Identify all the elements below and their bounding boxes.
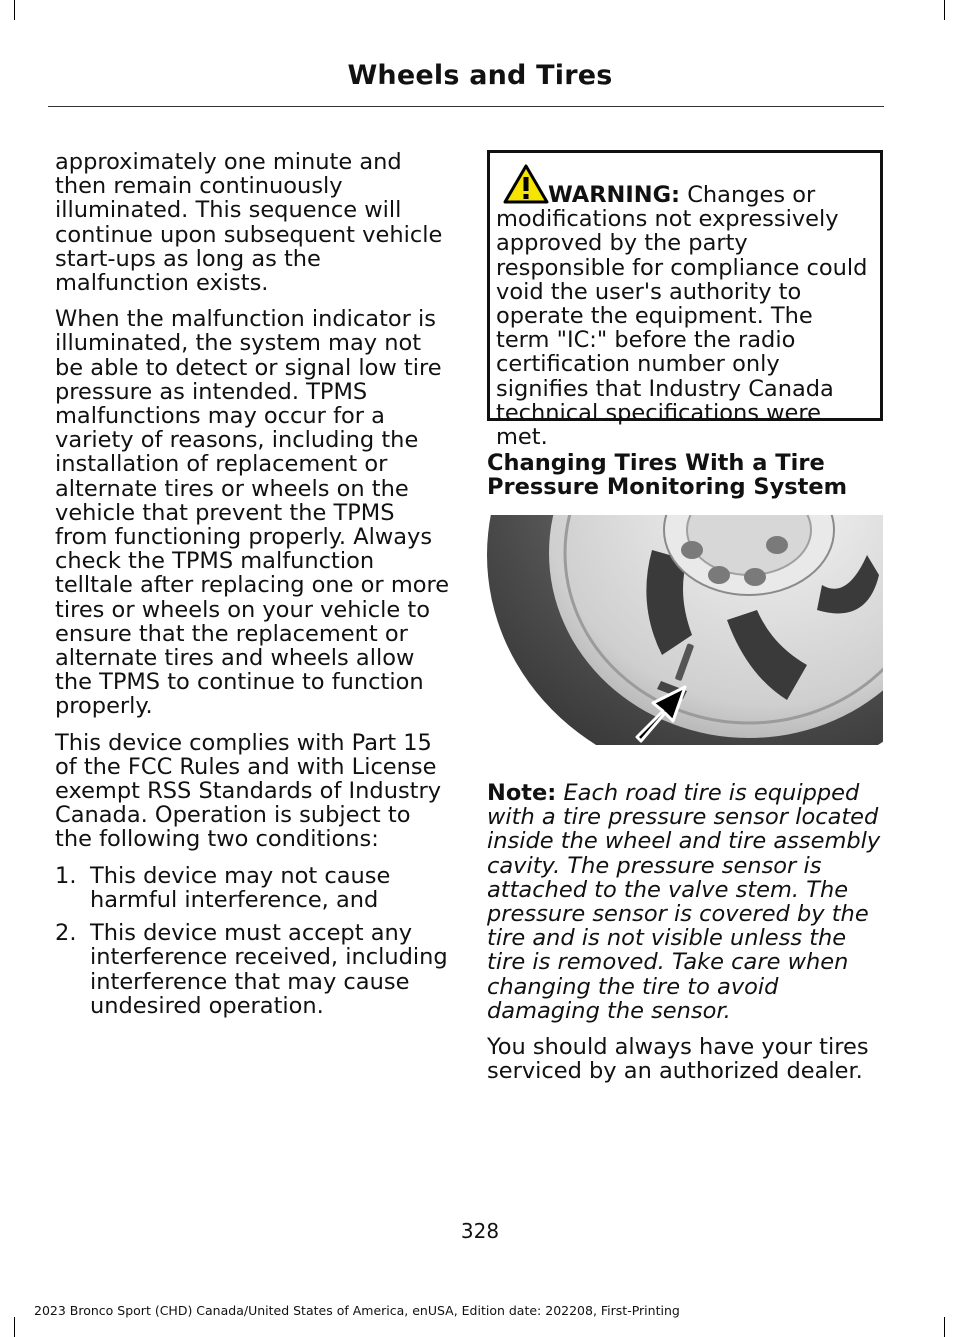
crop-mark	[14, 1317, 15, 1337]
right-column	[487, 150, 883, 1095]
page-number: 328	[460, 1219, 500, 1243]
list-number: 2.	[55, 920, 77, 947]
crop-mark	[944, 0, 945, 20]
header-divider	[48, 106, 884, 107]
page-title: Wheels and Tires	[347, 60, 613, 91]
warning-body: Changes or modifications not expressively approved by the party responsible for compliance could void the user's authority to operate the equipment. The term "IC:" before the radio certification number only signifies that Industry Canada technical specifications were met.	[496, 182, 868, 451]
note-label: Note:	[487, 780, 557, 806]
warning-text	[496, 183, 870, 449]
warning-label: WARNING:	[548, 182, 681, 208]
section-heading: Changing Tires With a Tire Pressure Monitoring System	[487, 450, 848, 500]
crop-mark	[944, 1317, 945, 1337]
paragraph: approximately one minute and then remain continuously illuminated. This sequence will continue upon subsequent vehicle start-ups as long as the malfunction exists.	[55, 149, 443, 297]
list-item	[55, 864, 450, 912]
paragraph: When the malfunction indicator is illuminated, the system may not be able to detect or signal low tire pressure as intended. TPMS malfunctions may occur for a variety of reasons, including the installation of replacement or alternate tires or wheels on the vehicle that prevent the TPMS from functioning properly. Always check the TPMS malfunction telltale after replacing one or more tires or wheels on your vehicle to ensure that the replacement or alternate tires and wheels allow the TPMS to continue to function properly.	[55, 306, 450, 720]
list-number: 1.	[55, 862, 77, 889]
note-text: Each road tire is equipped with a tire pressure sensor located inside the wheel and tire assembly cavity. The pressure sensor is attached to the valve stem. The pressure sensor is covered by the tire and is not visible unless the tire is removed. Take care when changing the tire to avoid damaging the sensor.	[487, 780, 881, 1024]
paragraph: This device complies with Part 15 of the FCC Rules and with License exempt RSS Standards of Industry Canada. Operation is subject to the following two conditions:	[55, 729, 442, 853]
conditions-list	[55, 864, 450, 1018]
list-item	[55, 921, 450, 1018]
list-item-text: This device must accept any interference received, including interference that may cause undesired operation.	[90, 920, 448, 1019]
list-item-text: This device may not cause harmful interference, and	[90, 862, 391, 913]
note-paragraph	[487, 781, 883, 1023]
tire-valve-stem-illustration	[487, 515, 883, 745]
warning-triangle-icon	[502, 163, 550, 210]
warning-box	[487, 150, 883, 451]
crop-mark	[14, 0, 15, 20]
left-column	[55, 150, 450, 1027]
footer-text: 2023 Bronco Sport (CHD) Canada/United States of America, enUSA, Edition date: 202208, First-Printing	[34, 1303, 680, 1318]
paragraph: You should always have your tires serviced by an authorized dealer.	[487, 1034, 869, 1085]
